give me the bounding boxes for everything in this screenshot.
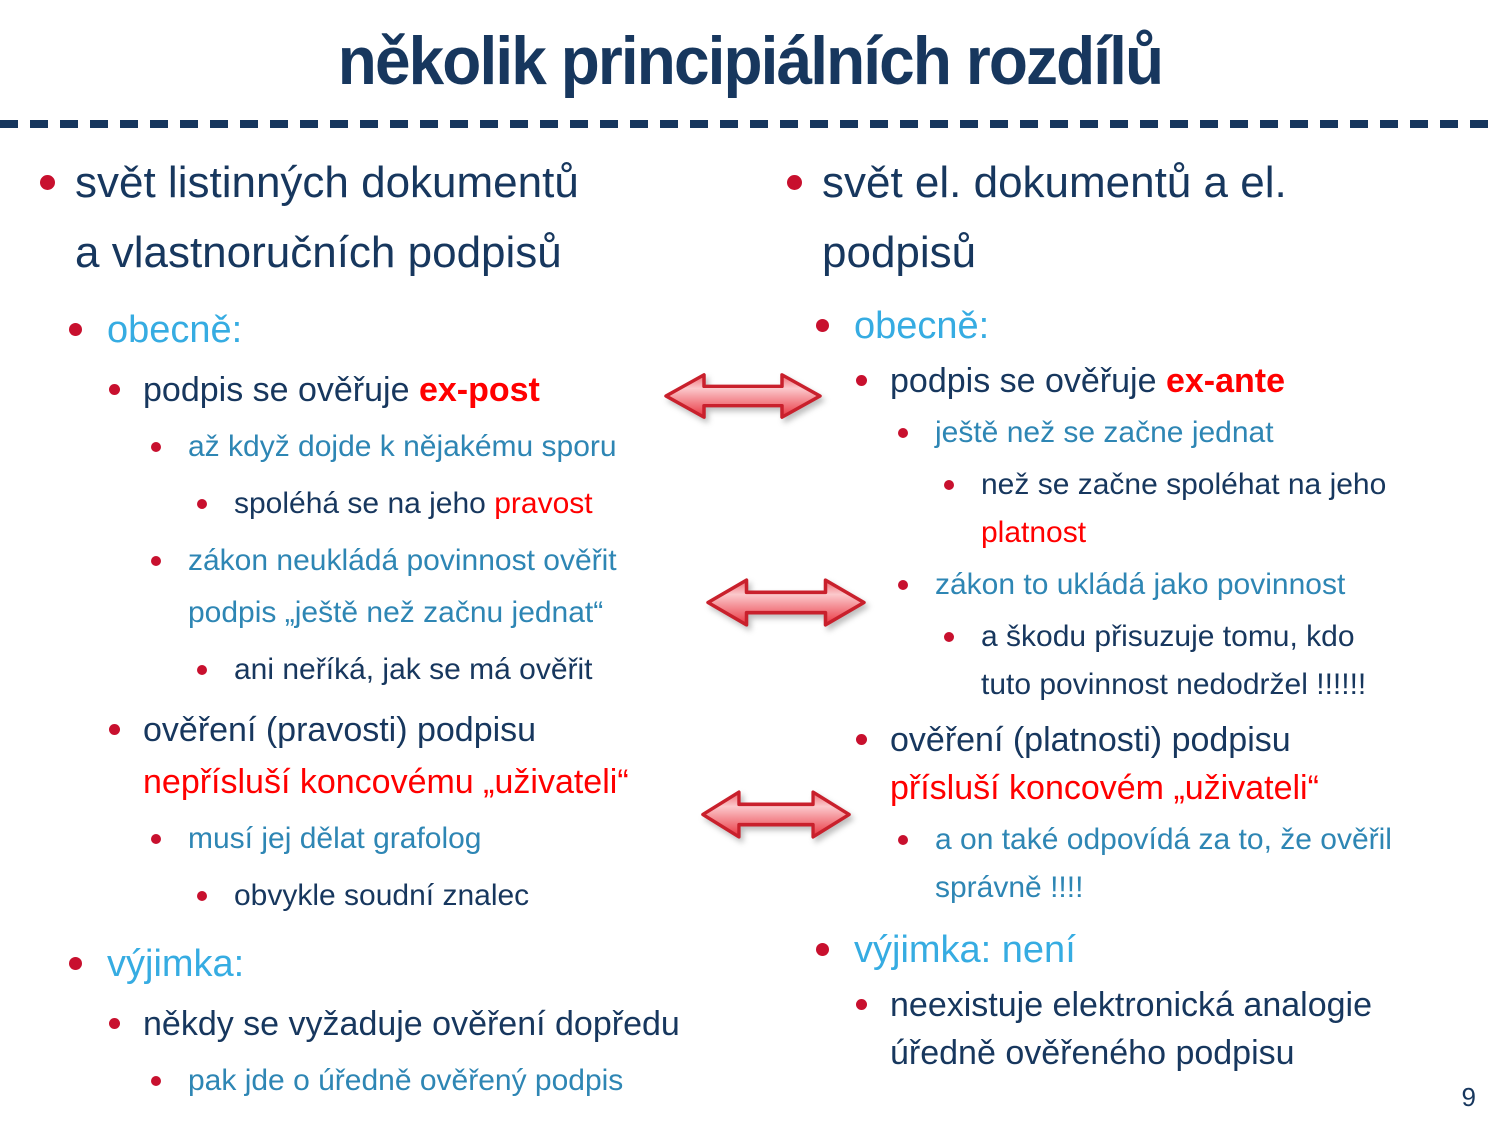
text-segment-navy: svět el. dokumentů a el. (822, 158, 1287, 207)
bullet-item-line (772, 864, 1500, 912)
text-segment-navy: a vlastnoručních podpisů (75, 228, 562, 277)
text-segment-navy: podpis se ověřuje (890, 362, 1166, 400)
bullet-item-level-4 (25, 535, 760, 639)
bullet-item-line (25, 364, 760, 416)
text-segment-navy: podpis se ověřuje (143, 371, 419, 409)
bullet-item-line (25, 218, 760, 288)
bullet-dot-icon (944, 480, 954, 490)
bullet-dot-icon (40, 175, 55, 190)
bullet-item-level-5 (772, 613, 1500, 709)
bullet-item-line (772, 981, 1500, 1029)
bullet-item-line (25, 478, 760, 530)
bullet-item-level-3 (772, 357, 1500, 405)
bullet-item-line (25, 587, 760, 639)
bullet-item-level-2 (772, 302, 1500, 350)
bullet-item-line (772, 816, 1500, 864)
bullet-item-line (772, 661, 1500, 709)
bullet-item-level-3 (25, 364, 760, 416)
double-arrow-icon (705, 574, 867, 631)
bullet-item-level-5 (25, 478, 760, 530)
bullet-dot-icon (151, 834, 161, 844)
bullet-item-level-4 (772, 409, 1500, 457)
text-segment-red: nepřísluší koncovému „uživateli“ (143, 763, 629, 801)
text-segment-navy: spoléhá se na jeho (234, 487, 495, 520)
bullet-dot-icon (69, 957, 82, 970)
bullet-item-level-2 (772, 926, 1500, 974)
text-segment-redbold: ex-ante (1165, 362, 1286, 400)
text-segment-teal: zákon to ukládá jako povinnost (935, 568, 1346, 601)
bullet-item-level-3 (25, 704, 760, 808)
text-segment-teal: pak jde o úředně ověřený podpis (188, 1064, 624, 1097)
bullet-item-line (25, 148, 760, 218)
bullet-dot-icon (197, 499, 207, 509)
bullet-dot-icon (898, 835, 908, 845)
bullet-dot-icon (197, 891, 207, 901)
bullet-item-level-4 (25, 421, 760, 473)
text-segment-navy: obvykle soudní znalec (234, 879, 530, 912)
bullet-item-level-5 (25, 870, 760, 922)
bullet-dot-icon (856, 999, 867, 1010)
text-segment-navy: svět listinných dokumentů (75, 158, 579, 207)
text-segment-navy: a škodu přisuzuje tomu, kdo (981, 620, 1355, 653)
bullet-item-line (772, 1029, 1500, 1077)
text-segment-redbold: ex-post (418, 371, 540, 409)
text-segment-navy: než se začne spoléhat na jeho (981, 468, 1387, 501)
slide-title: několik principiálních rozdílů (337, 23, 1163, 99)
bullet-item-line (25, 998, 760, 1050)
bullet-item-line (25, 1055, 760, 1107)
text-segment-red: platnost (981, 516, 1087, 549)
bullet-item-level-4 (25, 1055, 760, 1107)
text-segment-teal: a on také odpovídá za to, že ověřil (935, 823, 1392, 856)
bullet-item-level-4 (772, 816, 1500, 912)
bullet-dot-icon (816, 319, 829, 332)
bullet-item-level-2 (25, 938, 760, 990)
title-divider-dashed-line (0, 120, 1500, 128)
text-segment-teal: podpis „ještě než začnu jednat“ (188, 596, 604, 629)
bullet-item-line (25, 704, 760, 756)
text-segment-navy: ověření (pravosti) podpisu (143, 711, 537, 749)
text-segment-sky: obecně: (107, 309, 243, 351)
double-arrow-icon (663, 369, 823, 423)
bullet-item-level-5 (25, 644, 760, 696)
bullet-dot-icon (787, 175, 802, 190)
bullet-item-line (772, 218, 1500, 288)
bullet-item-level-4 (25, 813, 760, 865)
text-segment-navy: ani neříká, jak se má ověřit (234, 653, 593, 686)
bullet-item-line (772, 148, 1500, 218)
bullet-item-level-5 (772, 461, 1500, 557)
bullet-item-line (772, 461, 1500, 509)
bullet-dot-icon (898, 428, 908, 438)
bullet-dot-icon (197, 665, 207, 675)
text-segment-navy: úředně ověřeného podpisu (890, 1034, 1295, 1072)
bullet-item-line (25, 870, 760, 922)
bullet-item-level-3 (772, 981, 1500, 1077)
bullet-dot-icon (856, 734, 867, 745)
double-arrow-icon (700, 786, 852, 843)
text-segment-navy: neexistuje elektronická analogie (890, 986, 1372, 1024)
bullet-dot-icon (109, 724, 120, 735)
bullet-dot-icon (151, 1076, 161, 1086)
text-segment-sky: výjimka: není (854, 929, 1076, 971)
bullet-item-line (772, 561, 1500, 609)
paper-world-column (25, 148, 760, 1107)
text-segment-teal: až když dojde k nějakému sporu (188, 430, 617, 463)
page-number: 9 (1461, 1082, 1476, 1112)
bullet-dot-icon (69, 323, 82, 336)
bullet-item-level-2 (25, 304, 760, 356)
bullet-item-line (25, 535, 760, 587)
bullet-dot-icon (109, 1018, 120, 1029)
text-segment-navy: někdy se vyžaduje ověření dopředu (143, 1005, 680, 1043)
text-segment-navy: tuto povinnost nedodržel !!!!!! (981, 668, 1367, 701)
text-segment-navy: ověření (platnosti) podpisu (890, 721, 1291, 759)
bullet-item-level-3 (772, 716, 1500, 812)
bullet-item-line (772, 926, 1500, 974)
text-segment-sky: obecně: (854, 305, 990, 347)
bullet-dot-icon (816, 943, 829, 956)
bullet-item-level-3 (25, 998, 760, 1050)
text-segment-sky: výjimka: (107, 943, 245, 985)
bullet-dot-icon (151, 556, 161, 566)
bullet-item-line (25, 304, 760, 356)
text-segment-teal: správně !!!! (935, 871, 1084, 904)
bullet-item-level-4 (772, 561, 1500, 609)
bullet-item-line (772, 357, 1500, 405)
bullet-item-line (25, 421, 760, 473)
text-segment-teal: musí jej dělat grafolog (188, 822, 482, 855)
bullet-item-level-1 (25, 148, 760, 288)
text-segment-teal: ještě než se začne jednat (935, 416, 1274, 449)
electronic-world-column (772, 148, 1500, 1077)
text-segment-navy: podpisů (822, 228, 977, 277)
bullet-item-line (25, 756, 760, 808)
text-segment-teal: zákon neukládá povinnost ověřit (188, 544, 617, 577)
bullet-item-line (772, 764, 1500, 812)
bullet-dot-icon (944, 632, 954, 642)
bullet-dot-icon (151, 442, 161, 452)
bullet-item-line (772, 613, 1500, 661)
bullet-dot-icon (109, 384, 120, 395)
bullet-dot-icon (898, 580, 908, 590)
bullet-item-line (772, 716, 1500, 764)
text-segment-red: pravost (494, 487, 593, 520)
bullet-item-line (25, 644, 760, 696)
bullet-item-level-1 (772, 148, 1500, 288)
bullet-item-line (772, 302, 1500, 350)
bullet-item-line (772, 509, 1500, 557)
text-segment-red: přísluší koncovém „uživateli“ (890, 769, 1319, 807)
bullet-item-line (772, 409, 1500, 457)
bullet-item-line (25, 938, 760, 990)
bullet-item-line (25, 813, 760, 865)
bullet-dot-icon (856, 375, 867, 386)
